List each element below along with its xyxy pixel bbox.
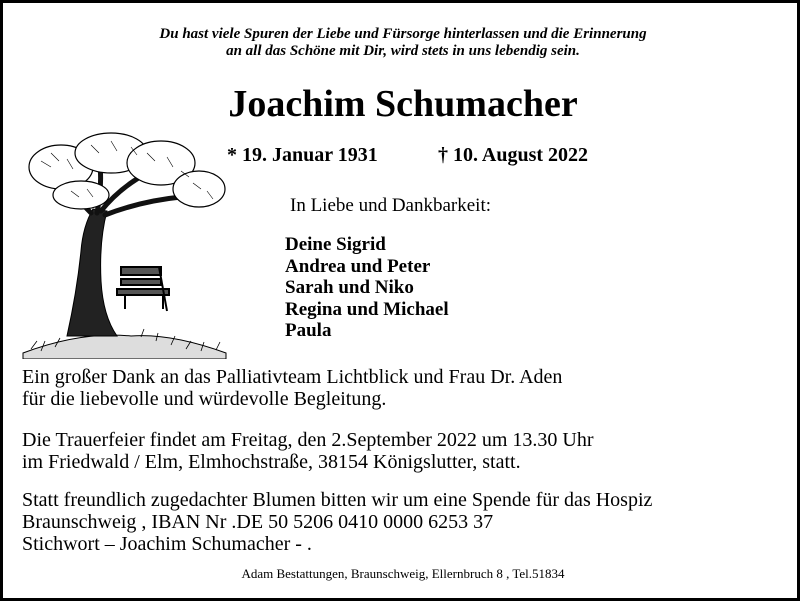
donation-paragraph <box>22 489 652 555</box>
mourner-name: Sarah und Niko <box>285 277 414 298</box>
paragraph-line: für die liebevolle und würdevolle Begleitung. <box>22 388 387 410</box>
mourner-name: Regina und Michael <box>285 298 449 320</box>
mourner-name: Andrea und Peter <box>285 255 431 277</box>
tree-bench-illustration <box>21 131 231 359</box>
mourner-name: Paula <box>285 320 332 341</box>
paragraph-line: Stichwort – Joachim Schumacher - . <box>22 533 312 555</box>
deceased-name: Joachim Schumacher <box>228 83 578 125</box>
quote-line-2: an all das Schöne mit Dir, wird stets in uns lebendig sein. <box>226 43 580 59</box>
death-date: † 10. August 2022 <box>438 144 589 166</box>
ceremony-paragraph <box>22 429 594 473</box>
paragraph-line: Braunschweig , IBAN Nr .DE 50 5206 0410 0000 6253 37 <box>22 511 494 533</box>
mourner-name: Deine Sigrid <box>285 234 386 255</box>
paragraph-line: Statt freundlich zugedachter Blumen bitten wir um eine Spende für das Hospiz <box>22 489 653 511</box>
mourners-list <box>285 234 449 342</box>
quote-line-1: Du hast viele Spuren der Liebe und Fürsorge hinterlassen und die Erinnerung <box>159 26 647 42</box>
paragraph-line: im Friedwald / Elm, Elmhochstraße, 38154 Königslutter, statt. <box>22 451 521 473</box>
paragraph-line: Die Trauerfeier findet am Freitag, den 2.September 2022 um 13.30 Uhr <box>22 429 594 451</box>
gratitude-paragraph <box>22 366 562 410</box>
funeral-home-footer: Adam Bestattungen, Braunschweig, Ellernbruch 8 , Tel.51834 <box>241 566 565 581</box>
paragraph-line: Ein großer Dank an das Palliativteam Lichtblick und Frau Dr. Aden <box>22 366 563 388</box>
thanks-intro: In Liebe und Dankbarkeit: <box>290 195 492 216</box>
birth-date: * 19. Januar 1931 <box>227 144 378 166</box>
